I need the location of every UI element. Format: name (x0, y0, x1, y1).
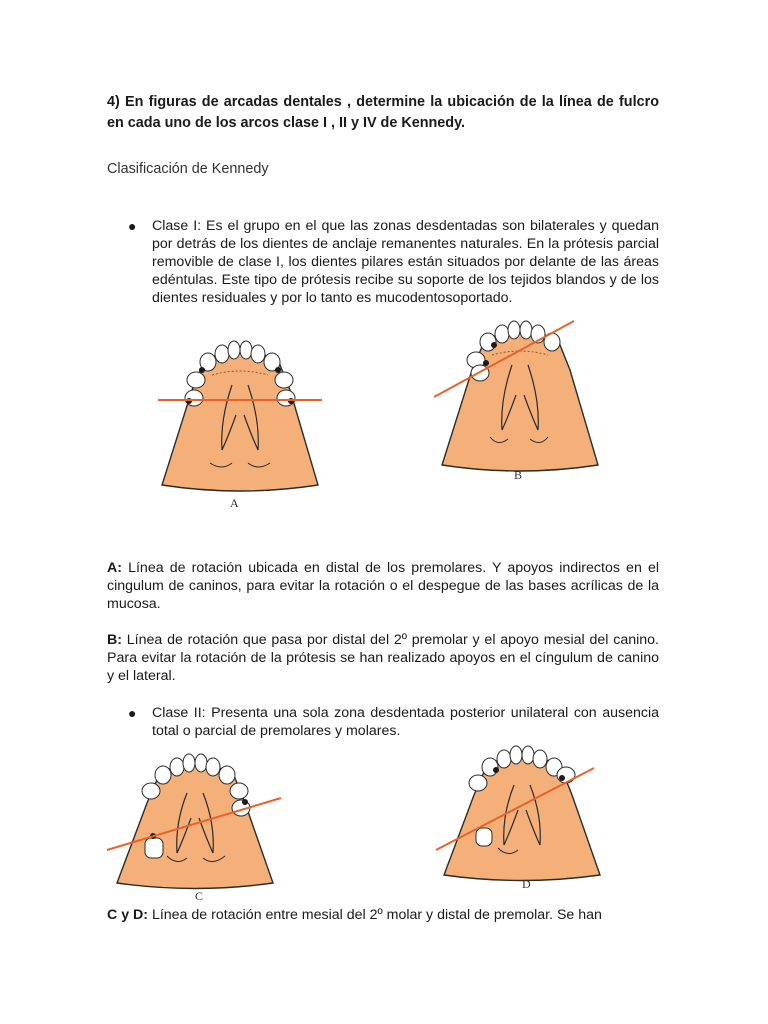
question-heading: 4) En figuras de arcadas dentales , determine la ubicación de la línea de fulcro en cada uno de los arcos clase I , II y IV de Kennedy. (107, 94, 659, 131)
label-a: A: (107, 560, 122, 576)
clase-1-text: Clase I: Es el grupo en el que las zonas desdentadas son bilaterales y quedan por detrás de los dientes de anclaje remanentes naturales. En la prótesis parcial removible de clase I, los dientes pilares están situados por delante de las áreas edéntulas. Este tipo de prótesis recibe su soporte de los tejidos blandos y de los dientes residuales y por lo tanto es mucodentosoportado. (152, 218, 659, 306)
bullet-clase-2 (128, 704, 659, 740)
arch-figure-c (105, 748, 285, 900)
bullet-icon: ● (128, 218, 137, 234)
paragraph-b (107, 631, 659, 685)
section-subtitle: Clasificación de Kennedy (107, 161, 269, 177)
bullet-clase-1 (128, 217, 659, 307)
palate-shape (117, 765, 273, 889)
figure-label-d: D (522, 877, 531, 891)
text-a: Línea de rotación ubicada en distal de los premolares. Y apoyos indirectos en el cingulum de caninos, para evitar la rotación o el despegue de las bases acrílicas de la mucosa. (107, 560, 659, 612)
paragraph-a (107, 559, 659, 613)
text-c-d: Línea de rotación entre mesial del 2º molar y distal de premolar. Se han (148, 907, 602, 923)
figure-label-c: C (195, 889, 204, 900)
arch-figure-b (430, 315, 610, 485)
palate-shape (444, 757, 600, 881)
palate-shape (442, 332, 598, 472)
bullet-icon: ● (128, 705, 137, 721)
label-b: B: (107, 632, 122, 648)
figure-label-b: B (514, 468, 523, 482)
palate-shape (162, 352, 318, 492)
clase-2-text: Clase II: Presenta una sola zona desdentada posterior unilateral con ausencia total o parcial de premolares y molares. (152, 705, 659, 739)
text-b: Línea de rotación que pasa por distal del 2º premolar y el apoyo mesial del canino. Para evitar la rotación de la prótesis se han realizado apoyos en el cíngulum de canino y el lateral. (107, 632, 659, 684)
figure-label-a: A (230, 496, 239, 510)
arch-figure-a (150, 335, 330, 515)
paragraph-c-d (107, 906, 659, 924)
label-c-d: C y D: (107, 907, 148, 923)
arch-figure-d (432, 740, 612, 892)
